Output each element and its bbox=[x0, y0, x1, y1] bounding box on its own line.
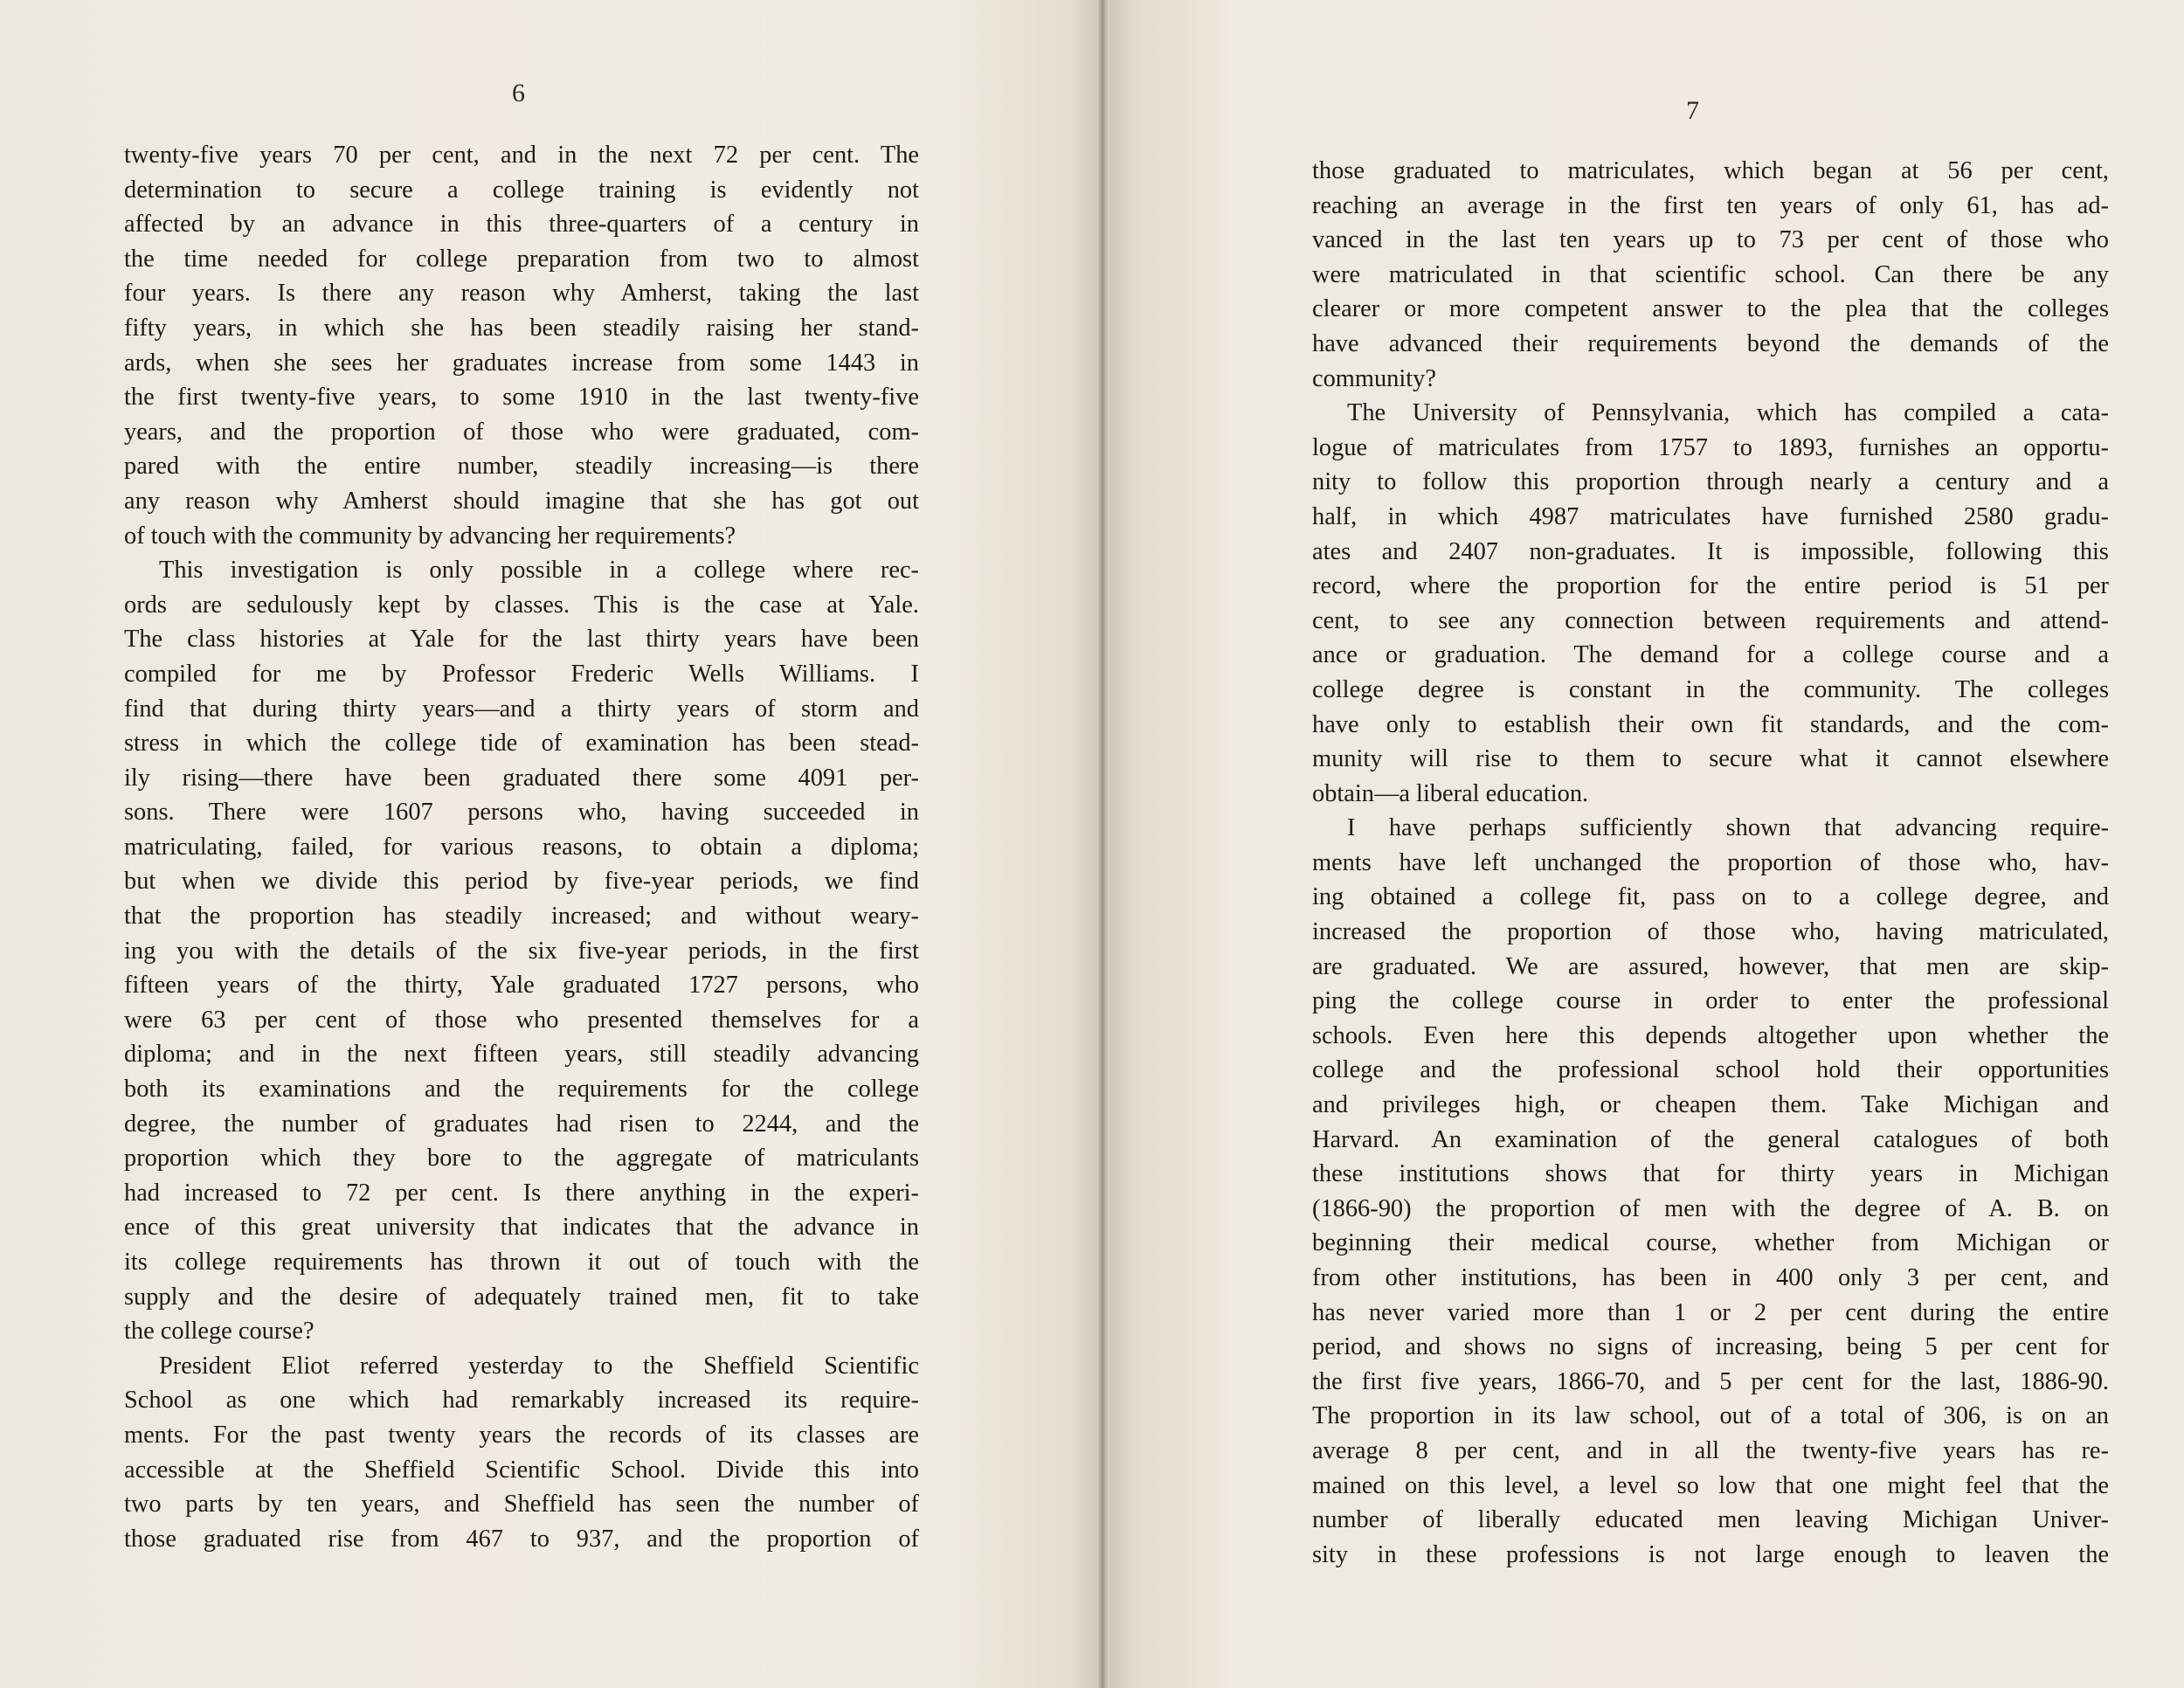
text-line: these institutions shows that for thirty years in Michigan bbox=[1312, 1160, 2109, 1188]
text-line: munity will rise to them to secure what it cannot elsewhere bbox=[1312, 745, 2109, 773]
text-line: Harvard. An examination of the general catalogues of both bbox=[1312, 1125, 2109, 1153]
text-line: ping the college course in order to enter the professional bbox=[1312, 987, 2109, 1015]
text-line: determination to secure a college training is evidently not bbox=[124, 176, 919, 204]
text-line: have advanced their requirements beyond the demands of the bbox=[1312, 329, 2109, 357]
text-line: vanced in the last ten years up to 73 per cent of those who bbox=[1312, 226, 2109, 254]
text-line: ance or graduation. The demand for a college course and a bbox=[1312, 641, 2109, 669]
text-line: matriculating, failed, for various reasons, to obtain a diploma; bbox=[124, 833, 919, 861]
text-line: degree, the number of graduates had risen to 2244, and the bbox=[124, 1110, 919, 1138]
body-text bbox=[1312, 154, 2109, 1572]
right-page bbox=[1102, 0, 2184, 1688]
text-line: were 63 per cent of those who presented themselves for a bbox=[124, 1006, 919, 1034]
text-line: have only to establish their own fit standards, and the com- bbox=[1312, 710, 2109, 738]
text-line: has never varied more than 1 or 2 per cent during the entire bbox=[1312, 1298, 2109, 1326]
text-line: President Eliot referred yesterday to the Sheffield Scientific bbox=[159, 1352, 919, 1380]
text-line: (1866-90) the proportion of men with the degree of A. B. on bbox=[1312, 1194, 2109, 1222]
text-line: logue of matriculates from 1757 to 1893, furnishes an opportu- bbox=[1312, 433, 2109, 461]
text-line: diploma; and in the next fifteen years, still steadily advancing bbox=[124, 1041, 919, 1069]
text-line: schools. Even here this depends altogether upon whether the bbox=[1312, 1021, 2109, 1049]
book-gutter bbox=[1097, 0, 1109, 1688]
text-line: ily rising—there have been graduated there some 4091 per- bbox=[124, 764, 919, 792]
text-line: its college requirements has thrown it out of touch with the bbox=[124, 1249, 919, 1276]
text-line: four years. Is there any reason why Amherst, taking the last bbox=[124, 280, 919, 308]
text-line: beginning their medical course, whether from Michigan or bbox=[1312, 1229, 2109, 1257]
text-line: cent, to see any connection between requirements and attend- bbox=[1312, 606, 2109, 634]
text-line: ates and 2407 non-graduates. It is impossible, following this bbox=[1312, 537, 2109, 565]
text-line: half, in which 4987 matriculates have furnished 2580 gradu- bbox=[1312, 502, 2109, 530]
text-line: find that during thirty years—and a thirty years of storm and bbox=[124, 695, 919, 723]
text-line: supply and the desire of adequately trained men, fit to take bbox=[124, 1283, 919, 1311]
text-line: clearer or more competent answer to the plea that the colleges bbox=[1312, 295, 2109, 323]
text-line: ence of this great university that indicates that the advance in bbox=[124, 1214, 919, 1242]
text-line: ing obtained a college fit, pass on to a college degree, and bbox=[1312, 883, 2109, 911]
text-line: that the proportion has steadily increased; and without weary- bbox=[124, 903, 919, 930]
text-line: ards, when she sees her graduates increase from some 1443 in bbox=[124, 349, 919, 377]
text-line: from other institutions, has been in 400 only 3 per cent, and bbox=[1312, 1264, 2109, 1291]
text-line: accessible at the Sheffield Scientific School. Divide this into bbox=[124, 1456, 919, 1484]
text-line: had increased to 72 per cent. Is there anything in the experi- bbox=[124, 1179, 919, 1207]
page-number: 6 bbox=[512, 79, 526, 107]
text-line: but when we divide this period by five-year periods, we find bbox=[124, 868, 919, 896]
text-line: are graduated. We are assured, however, that men are skip- bbox=[1312, 952, 2109, 980]
text-line: sons. There were 1607 persons who, having succeeded in bbox=[124, 799, 919, 827]
text-line: were matriculated in that scientific school. Can there be any bbox=[1312, 260, 2109, 288]
text-line: ments. For the past twenty years the records of its classes are bbox=[124, 1421, 919, 1449]
text-line: the first five years, 1866-70, and 5 per cent for the last, 1886-90. bbox=[1312, 1367, 2109, 1395]
text-line: two parts by ten years, and Sheffield has seen the number of bbox=[124, 1491, 919, 1519]
text-line: both its examinations and the requirements for the college bbox=[124, 1076, 919, 1103]
text-line: community? bbox=[1312, 364, 1436, 392]
text-line: School as one which had remarkably increased its require- bbox=[124, 1387, 919, 1415]
text-line: fifteen years of the thirty, Yale graduated 1727 persons, who bbox=[124, 972, 919, 1000]
text-line: ords are sedulously kept by classes. This is the case at Yale. bbox=[124, 591, 919, 619]
text-line: obtain—a liberal education. bbox=[1312, 779, 1589, 807]
text-line: proportion which they bore to the aggregate of matriculants bbox=[124, 1145, 919, 1173]
text-line: those graduated to matriculates, which began at 56 per cent, bbox=[1312, 157, 2109, 184]
text-line: the college course? bbox=[124, 1318, 314, 1346]
text-line: nity to follow this proportion through nearly a century and a bbox=[1312, 468, 2109, 496]
text-line: of touch with the community by advancing her requirements? bbox=[124, 522, 736, 550]
text-line: compiled for me by Professor Frederic Wells Williams. I bbox=[124, 660, 919, 688]
page-number: 7 bbox=[1686, 96, 1700, 125]
text-line: fifty years, in which she has been steadily raising her stand- bbox=[124, 314, 919, 342]
text-line: pared with the entire number, steadily increasing—is there bbox=[124, 453, 919, 481]
text-line: mained on this level, a level so low that one might feel that the bbox=[1312, 1471, 2109, 1499]
text-line: college and the professional school hold their opportunities bbox=[1312, 1056, 2109, 1084]
text-line: college degree is constant in the community. The colleges bbox=[1312, 675, 2109, 703]
text-line: increased the proportion of those who, having matriculated, bbox=[1312, 918, 2109, 946]
text-line: ments have left unchanged the proportion of those who, hav- bbox=[1312, 848, 2109, 876]
text-line: record, where the proportion for the entire period is 51 per bbox=[1312, 572, 2109, 600]
text-line: and privileges high, or cheapen them. Take Michigan and bbox=[1312, 1091, 2109, 1119]
text-line: any reason why Amherst should imagine that she has got out bbox=[124, 487, 919, 515]
text-line: ing you with the details of the six five-year periods, in the first bbox=[124, 937, 919, 965]
text-line: The University of Pennsylvania, which has compiled a cata- bbox=[1347, 399, 2109, 427]
body-text bbox=[124, 138, 919, 1556]
text-line: This investigation is only possible in a college where rec- bbox=[159, 557, 919, 585]
text-line: twenty-five years 70 per cent, and in the next 72 per cent. The bbox=[124, 142, 919, 169]
text-line: The class histories at Yale for the last thirty years have been bbox=[124, 626, 919, 654]
text-line: stress in which the college tide of examination has been stead- bbox=[124, 730, 919, 758]
text-line: those graduated rise from 467 to 937, and the proportion of bbox=[124, 1525, 919, 1553]
text-line: affected by an advance in this three-quarters of a century in bbox=[124, 211, 919, 239]
text-line: the first twenty-five years, to some 1910 in the last twenty-five bbox=[124, 384, 919, 412]
text-line: sity in these professions is not large enough to leaven the bbox=[1312, 1540, 2109, 1568]
text-line: number of liberally educated men leaving Michigan Univer- bbox=[1312, 1506, 2109, 1534]
text-line: I have perhaps sufficiently shown that advancing require- bbox=[1347, 814, 2109, 842]
text-line: period, and shows no signs of increasing, being 5 per cent for bbox=[1312, 1333, 2109, 1361]
text-line: years, and the proportion of those who were graduated, com- bbox=[124, 418, 919, 446]
text-line: reaching an average in the first ten years of only 61, has ad- bbox=[1312, 191, 2109, 219]
text-line: average 8 per cent, and in all the twenty-five years has re- bbox=[1312, 1436, 2109, 1464]
text-line: the time needed for college preparation from two to almost bbox=[124, 245, 919, 273]
text-line: The proportion in its law school, out of a total of 306, is on an bbox=[1312, 1402, 2109, 1430]
